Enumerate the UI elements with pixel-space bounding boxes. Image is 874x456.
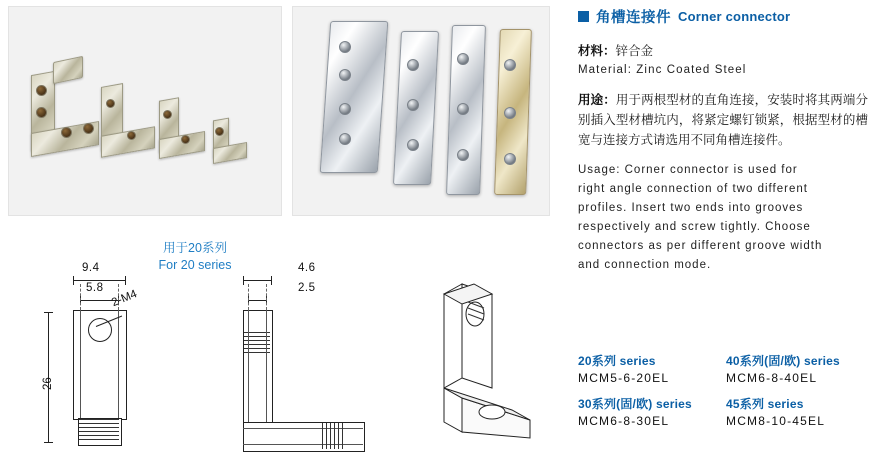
usage-english bbox=[578, 161, 868, 275]
screw-hole-icon bbox=[407, 99, 419, 111]
usage-english-line: and connection mode. bbox=[578, 259, 712, 271]
material-line bbox=[578, 41, 868, 61]
usage-label: 用途： bbox=[578, 93, 616, 107]
dim-width-inner: 5.8 bbox=[86, 282, 104, 294]
screw-hole-icon bbox=[106, 99, 115, 108]
bullet-square-icon bbox=[578, 11, 589, 22]
dim-height: 26 bbox=[42, 377, 54, 390]
dim-line bbox=[243, 280, 271, 281]
product-photo-zinc bbox=[8, 6, 282, 216]
usage-english-line: connectors as per different groove width bbox=[578, 240, 823, 252]
screw-hole-icon bbox=[504, 59, 516, 71]
title-chinese: 角槽连接件 bbox=[596, 10, 671, 26]
inner-edge bbox=[80, 310, 81, 418]
usage-chinese bbox=[578, 90, 868, 150]
dim-width-outer: 9.4 bbox=[82, 262, 100, 274]
bracket-tab-1 bbox=[53, 56, 83, 84]
side-view-horizontal-arm bbox=[243, 422, 365, 452]
dim-tick bbox=[44, 312, 53, 313]
dim-tick bbox=[125, 276, 126, 285]
model-code: MCM8-10-45EL bbox=[726, 414, 826, 428]
drawing-series-note bbox=[140, 240, 250, 274]
model-series: 30系列(固/欧) series bbox=[578, 397, 692, 411]
inner-edge bbox=[118, 310, 119, 418]
drawing-series-note-cn: 用于20系列 bbox=[163, 241, 227, 255]
screw-hole-icon bbox=[407, 139, 419, 151]
material-english: Material: Zinc Coated Steel bbox=[578, 64, 747, 76]
dim-line bbox=[73, 280, 125, 281]
thread-hatch bbox=[322, 423, 346, 449]
product-description bbox=[578, 6, 868, 275]
usage-english-line: profiles. Insert two ends into grooves bbox=[578, 202, 804, 214]
dim-tick bbox=[271, 276, 272, 285]
screw-hole-icon bbox=[504, 153, 516, 165]
model-code: MCM6-8-30EL bbox=[578, 414, 670, 428]
screw-hole-icon bbox=[61, 127, 72, 138]
extension-line bbox=[266, 284, 267, 310]
title-english: Corner connector bbox=[678, 9, 791, 24]
usage-text: 用于两根型材的直角连接，安装时将其两端分别插入型材槽坑内，将紧定螺钉锁紧，根据型材的槽宽与连接方式请选用不同角槽连接件。 bbox=[578, 93, 868, 147]
dim-tick bbox=[44, 442, 53, 443]
steel-bracket-1 bbox=[320, 21, 389, 173]
model-code: MCM6-8-40EL bbox=[726, 371, 818, 385]
screw-hole-icon bbox=[339, 133, 351, 145]
extension-line bbox=[248, 284, 249, 310]
inner-edge bbox=[266, 310, 267, 422]
screw-hole-icon bbox=[36, 85, 47, 96]
technical-drawing bbox=[0, 222, 570, 456]
thread-hatch bbox=[79, 419, 119, 443]
screw-hole-icon bbox=[127, 131, 136, 140]
dim-side-inner: 2.5 bbox=[298, 282, 316, 294]
product-photo-steel bbox=[292, 6, 550, 216]
thread-callout: 2-M4 bbox=[110, 288, 139, 310]
screw-hole-icon bbox=[36, 107, 47, 118]
screw-hole-icon bbox=[407, 59, 419, 71]
screw-hole-icon bbox=[504, 107, 516, 119]
screw-hole-icon bbox=[339, 69, 351, 81]
usage-block bbox=[578, 90, 868, 150]
isometric-view bbox=[400, 280, 550, 448]
screw-hole-icon bbox=[457, 103, 469, 115]
extension-line bbox=[80, 284, 81, 310]
screw-hole-icon bbox=[339, 41, 351, 53]
model-series: 45系列 series bbox=[726, 397, 804, 411]
screw-hole-icon bbox=[215, 127, 224, 136]
screw-hole-icon bbox=[181, 135, 190, 144]
material-label: 材料： bbox=[578, 44, 616, 58]
inner-edge bbox=[248, 310, 249, 422]
screw-hole-icon bbox=[339, 103, 351, 115]
material-block bbox=[578, 41, 868, 79]
model-code: MCM5-6-20EL bbox=[578, 371, 670, 385]
material-value: 锌合金 bbox=[615, 44, 654, 58]
model-series: 40系列(固/欧) series bbox=[726, 354, 840, 368]
dim-tick bbox=[243, 276, 244, 285]
screw-hole-icon bbox=[457, 149, 469, 161]
iso-hole-lower bbox=[479, 405, 505, 419]
model-item bbox=[726, 352, 874, 385]
dim-side-outer: 4.6 bbox=[298, 262, 316, 274]
model-series: 20系列 series bbox=[578, 354, 656, 368]
dim-line bbox=[248, 300, 266, 301]
model-item bbox=[578, 395, 726, 428]
screw-hole-icon bbox=[457, 53, 469, 65]
section-title bbox=[578, 6, 868, 27]
model-item bbox=[726, 395, 874, 428]
model-list bbox=[578, 352, 874, 428]
screw-hole-icon bbox=[163, 110, 172, 119]
usage-english-line: Usage: Corner connector is used for bbox=[578, 164, 798, 176]
dim-tick bbox=[73, 276, 74, 285]
model-item bbox=[578, 352, 726, 385]
drawing-series-note-en: For 20 series bbox=[158, 258, 232, 272]
usage-english-line: right angle connection of two different bbox=[578, 183, 808, 195]
usage-english-line: respectively and screw tightly. Choose bbox=[578, 221, 811, 233]
screw-hole-icon bbox=[83, 123, 94, 134]
